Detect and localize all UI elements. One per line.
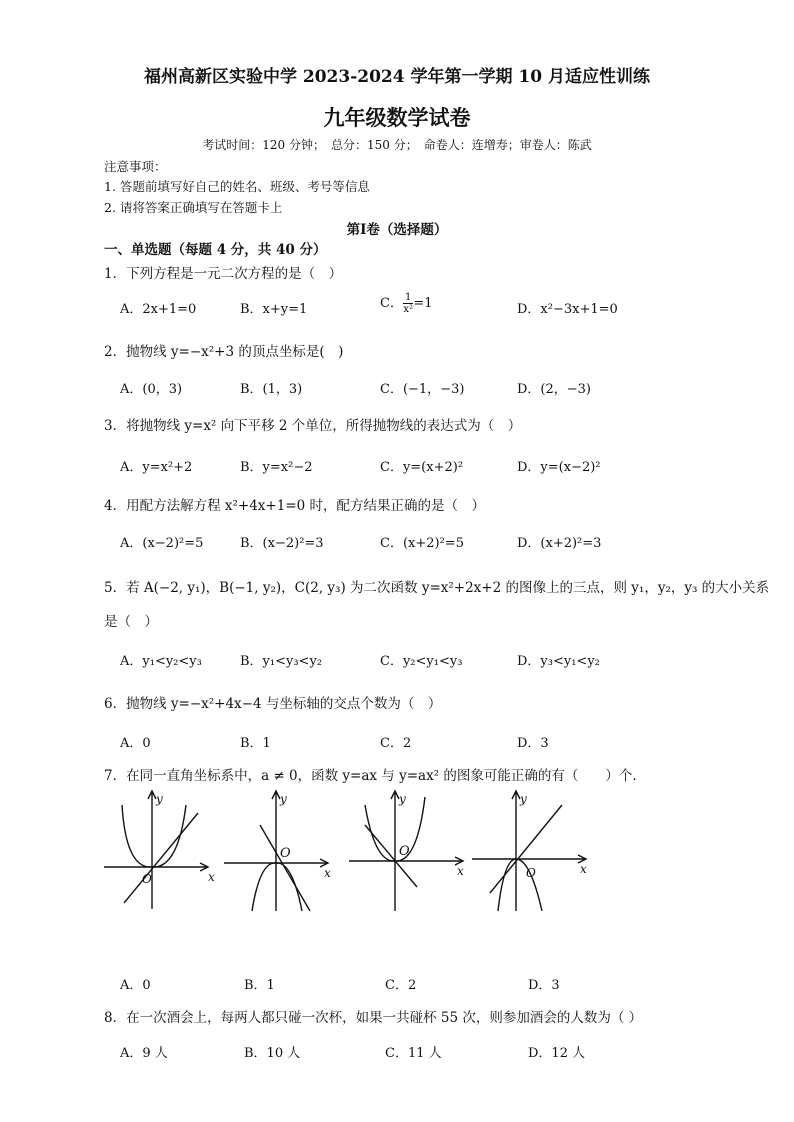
exam-info: 考试时间：120 分钟； 总分：150 分； 命卷人：连增寿；审卷人：陈武 [202,138,592,152]
q1-fraction-den: x² [403,304,413,315]
q7-graph-a-origin: O [142,872,152,886]
q5-option-a: A．y₁<y₂<y₃ [120,654,202,669]
q6-option-a: A．0 [120,736,151,751]
q6-stem: 6．抛物线 y=−x²+4x−4 与坐标轴的交点个数为（ ） [104,696,442,712]
q8-option-a: A．9 人 [120,1046,168,1061]
q7-stem: 7．在同一直角坐标系中，a ≠ 0，函数 y=ax 与 y=ax² 的图象可能正确的有（ ）个. [104,768,637,784]
q5-option-b: B．y₁<y₃<y₂ [240,654,323,669]
q7-graph-b-x-label: x [324,866,331,880]
q7-graph-a-x-label: x [208,870,215,884]
notice-item-2: 2. 请将答案正确填写在答题卡上 [104,200,283,215]
exam-subtitle: 九年级数学试卷 [323,105,471,130]
q2-option-b: B．(1，3) [240,382,303,397]
q7-graph-d-origin: O [526,866,536,880]
q1-option-c-tail: =1 [413,296,433,311]
notice-item-1: 1. 答题前填写好自己的姓名、班级、考号等信息 [104,179,370,194]
q4-stem: 4．用配方法解方程 x²+4x+1=0 时，配方结果正确的是（ ） [104,498,486,514]
q4-option-d: D．(x+2)²=3 [517,536,602,551]
q7-graph-c-y-label: y [399,792,406,806]
q1-option-d: D．x²−3x+1=0 [517,302,618,317]
section-title: 一、单选题（每题 4 分，共 40 分） [104,242,327,258]
q3-stem: 3．将抛物线 y=x² 向下平移 2 个单位，所得抛物线的表达式为（ ） [104,418,522,434]
q1-fraction-num: 1 [404,292,412,303]
q4-option-c: C．(x+2)²=5 [380,536,464,551]
q2-option-a: A．(0，3) [120,382,183,397]
q3-option-b: B．y=x²−2 [240,460,313,475]
q7-graph-c [345,785,465,915]
q8-option-b: B．10 人 [244,1046,301,1061]
q4-option-b: B．(x−2)²=3 [240,536,324,551]
q7-option-a: A．0 [120,978,151,993]
q8-stem: 8．在一次酒会上，每两人都只碰一次杯，如果一共碰杯 55 次，则参加酒会的人数为（ ） [104,1010,643,1026]
q3-option-c: C．y=(x+2)² [380,460,464,475]
q7-option-d: D．3 [528,978,560,993]
q5-option-c: C．y₂<y₁<y₃ [380,654,463,669]
q4-option-a: A．(x−2)²=5 [120,536,204,551]
q2-stem: 2．抛物线 y=−x²+3 的顶点坐标是( ) [104,344,344,360]
q7-graph-b [220,785,340,915]
q1-option-b: B．x+y=1 [240,302,308,317]
q7-option-c: C．2 [385,978,417,993]
q5-stem: 5．若 A(−2, y₁)，B(−1, y₂)，C(2, y₃) 为二次函数 y=x²+2x+2 的图像上的三点，则 y₁，y₂，y₃ 的大小关系 [104,580,770,596]
notice-heading: 注意事项： [104,159,167,174]
q1-stem: 1．下列方程是一元二次方程的是（ ） [104,266,343,282]
q2-option-c: C．(−1，−3) [380,382,465,397]
q1-option-a: A．2x+1=0 [120,302,197,317]
q7-graph-b-origin: O [280,846,291,861]
q1-option-c [380,292,433,315]
q7-graph-a [100,785,220,915]
exam-title: 福州高新区实验中学 2023-2024 学年第一学期 10 月适应性训练 [143,67,650,87]
q1-option-c-label: C． [380,296,403,311]
q7-option-b: B．1 [244,978,275,993]
q7-graph-b-y-label: y [280,792,287,806]
q7-graph-d-x-label: x [580,862,587,876]
part-title: 第Ⅰ卷（选择题） [346,222,448,238]
q3-option-a: A．y=x²+2 [120,460,193,475]
q5-option-d: D．y₃<y₁<y₂ [517,654,600,669]
q2-option-d: D．(2，−3) [517,382,592,397]
q6-option-b: B．1 [240,736,271,751]
q8-option-d: D．12 人 [528,1046,586,1061]
q7-graph-d [468,785,593,915]
q6-option-d: D．3 [517,736,549,751]
q6-option-c: C．2 [380,736,412,751]
q3-option-d: D．y=(x−2)² [517,460,601,475]
q5-stem-cont: 是（ ） [104,614,158,630]
q1-fraction [403,292,413,315]
q8-option-c: C．11 人 [385,1046,442,1061]
q7-graph-c-x-label: x [457,864,464,878]
q7-graph-c-origin: O [399,844,410,859]
q7-graph-d-y-label: y [520,792,527,806]
q7-graph-a-y-label: y [156,792,163,806]
